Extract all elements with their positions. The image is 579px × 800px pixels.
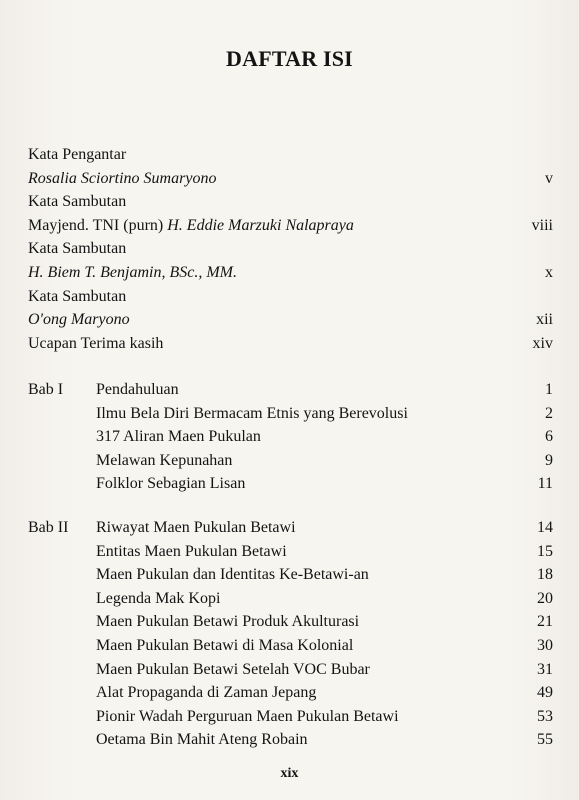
front-matter-item: [28, 143, 553, 167]
toc-entry-page: 55: [537, 731, 553, 749]
front-matter-page: x: [545, 263, 553, 281]
front-matter-label: Kata Sambutan: [28, 287, 127, 305]
front-matter-page: xiv: [532, 334, 553, 352]
chapter-label: Bab II: [28, 519, 69, 536]
toc-entry: [96, 705, 553, 729]
toc-entry-page: 53: [537, 707, 553, 725]
toc-entry-page: 11: [537, 475, 553, 493]
toc-entry: [96, 472, 553, 496]
front-matter-item: [28, 308, 553, 332]
toc-entry-title: 317 Aliran Maen Pukulan: [96, 428, 261, 446]
front-matter-label: Ucapan Terima kasih: [28, 334, 164, 352]
front-matter-item: [28, 190, 553, 214]
toc-entry: [96, 728, 553, 752]
page-number: xix: [280, 766, 299, 781]
toc-entry: [96, 610, 553, 634]
toc-entry-title: Pionir Wadah Perguruan Maen Pukulan Betawi: [96, 707, 399, 725]
front-matter-author: O'ong Maryono: [28, 311, 130, 329]
front-matter-author: H. Eddie Marzuki Nalapraya: [167, 216, 354, 234]
front-matter-label: Kata Sambutan: [28, 240, 127, 258]
front-matter-label: Kata Sambutan: [28, 193, 127, 211]
front-matter-item: [28, 332, 553, 356]
front-matter-page: viii: [531, 216, 553, 234]
toc-entry-title: Maen Pukulan Betawi Produk Akulturasi: [96, 613, 360, 631]
toc-entry: [96, 681, 553, 705]
toc-entry-page: 9: [545, 451, 553, 469]
front-matter-label: Kata Pengantar: [28, 146, 127, 163]
front-matter-author: Rosalia Sciortino Sumaryono: [28, 169, 217, 187]
toc-entry-title: Alat Propaganda di Zaman Jepang: [96, 684, 317, 702]
toc-entry-page: 14: [537, 519, 553, 536]
toc-entry: [96, 563, 553, 587]
toc-entry-page: 2: [545, 404, 553, 422]
front-matter-list: [28, 143, 553, 355]
chapter-entries: [96, 516, 553, 752]
front-matter-page: v: [545, 169, 553, 187]
toc-entry-title: Legenda Mak Kopi: [96, 589, 221, 607]
toc-entry: [96, 402, 553, 426]
front-matter-item: [28, 285, 553, 309]
front-matter-item: [28, 214, 553, 238]
toc-entry-page: 30: [537, 636, 553, 654]
toc-entry-page: 21: [537, 613, 553, 631]
toc-entry: [96, 587, 553, 611]
toc-entry: [96, 540, 553, 564]
toc-entry-title: Maen Pukulan Betawi Setelah VOC Bubar: [96, 660, 370, 678]
toc-entry-page: 31: [537, 660, 553, 678]
toc-entry-page: 18: [537, 566, 553, 584]
toc-entry-title: Folklor Sebagian Lisan: [96, 475, 246, 493]
page-title: DAFTAR ISI: [226, 46, 353, 71]
front-matter-item: [28, 261, 553, 285]
toc-entry: [96, 658, 553, 682]
chapter-entries: [96, 378, 553, 496]
front-matter-author: H. Biem T. Benjamin, BSc., MM.: [28, 263, 237, 281]
toc-entry-title: Riwayat Maen Pukulan Betawi: [96, 519, 296, 536]
toc-entry-title: Ilmu Bela Diri Bermacam Etnis yang Berevolusi: [96, 404, 408, 422]
front-matter-item: [28, 237, 553, 261]
chapter-label: Bab I: [28, 381, 64, 398]
toc-entry-page: 49: [537, 684, 553, 702]
toc-entry-title: Pendahuluan: [96, 381, 179, 398]
front-matter-item: [28, 167, 553, 191]
toc-entry-page: 1: [545, 381, 553, 398]
toc-entry: [96, 378, 553, 402]
toc-entry: [96, 425, 553, 449]
toc-entry-page: 15: [537, 542, 553, 560]
toc-entry-title: Maen Pukulan Betawi di Masa Kolonial: [96, 636, 354, 654]
toc-entry-title: Entitas Maen Pukulan Betawi: [96, 542, 287, 560]
toc-entry-title: Maen Pukulan dan Identitas Ke-Betawi-an: [96, 566, 369, 584]
front-matter-label: Mayjend. TNI (purn): [28, 216, 168, 234]
toc-entry-page: 6: [545, 428, 553, 446]
toc-entry-title: Melawan Kepunahan: [96, 451, 233, 469]
toc-entry: [96, 449, 553, 473]
toc-entry-page: 20: [537, 589, 553, 607]
toc-entry: [96, 634, 553, 658]
toc-entry: [96, 516, 553, 540]
toc-entry-title: Oetama Bin Mahit Ateng Robain: [96, 731, 308, 749]
front-matter-page: xii: [536, 311, 553, 329]
